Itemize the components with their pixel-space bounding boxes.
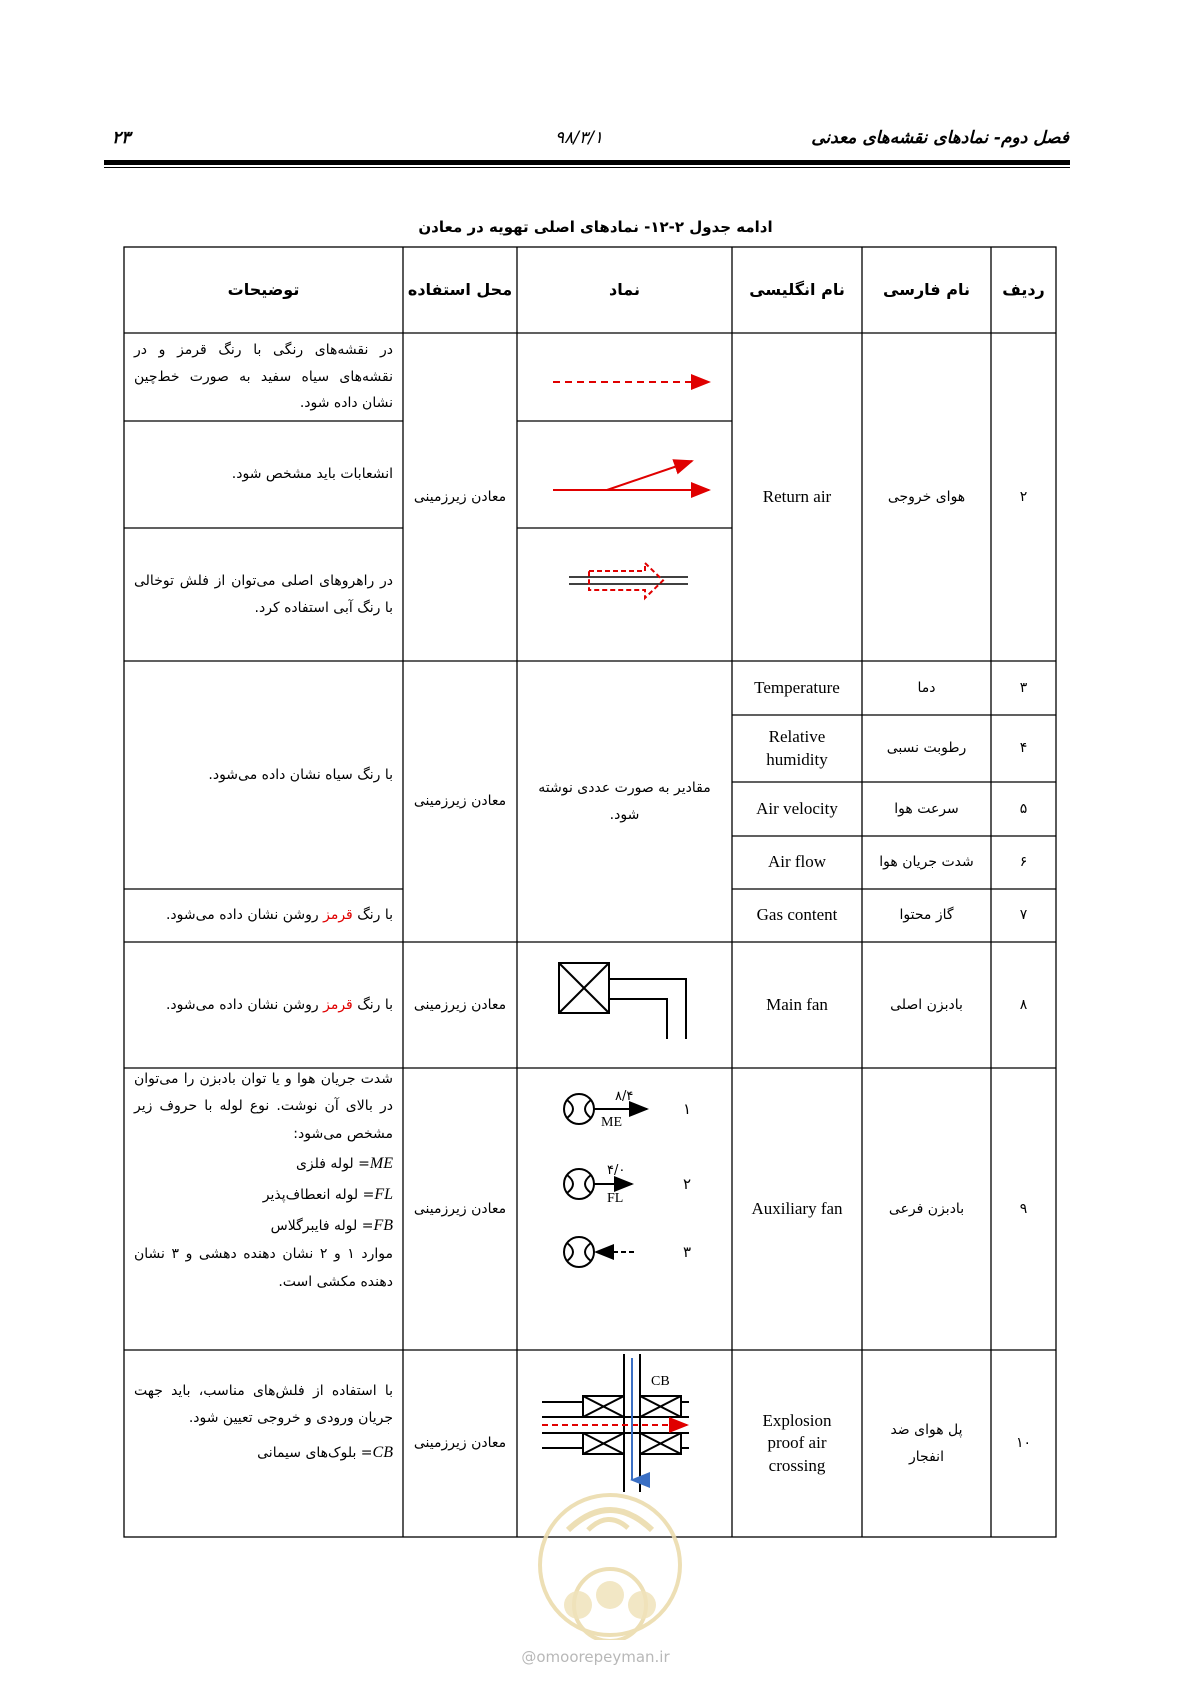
row10-persian-name: پل هوای ضد انفجار bbox=[890, 1421, 963, 1465]
cb-label: CB bbox=[651, 1374, 670, 1389]
branching-red-arrow-icon bbox=[553, 461, 709, 490]
row9-number: ۹ bbox=[1019, 1200, 1028, 1217]
fan1-code: ME bbox=[601, 1115, 622, 1130]
col-header-symbol: نماد bbox=[609, 279, 640, 299]
row5-number: ۵ bbox=[1019, 800, 1028, 817]
watermark-url: @omoorepeyman.ir bbox=[521, 1648, 670, 1666]
row4-english-name: Relative humidity bbox=[766, 727, 828, 769]
chapter-title: فصل دوم- نمادهای نقشه‌های معدنی bbox=[811, 128, 1069, 148]
col-header-usage: محل استفاده bbox=[407, 279, 513, 299]
row7-desc: با رنگ قرمز روشن نشان داده می‌شود. bbox=[165, 907, 393, 924]
row5-english-name: Air velocity bbox=[756, 798, 838, 818]
watermark-seal-logo bbox=[508, 1470, 713, 1640]
return-air-symbols bbox=[517, 333, 732, 661]
col-header-description: توضیحات bbox=[227, 279, 300, 299]
row10-desc: با استفاده از فلش‌های مناسب، باید جهت جریان ورودی و خروجی تعیین شود. CB= بلوک‌های سیمانی bbox=[134, 1383, 393, 1461]
row2-number: ۲ bbox=[1019, 488, 1028, 505]
col-header-english-name: نام انگلیسی bbox=[749, 279, 845, 299]
row3-persian-name: دما bbox=[917, 679, 936, 696]
row2-desc-2: انشعابات باید مشخص شود. bbox=[231, 466, 393, 483]
row2-usage: معادن زیرزمینی bbox=[413, 488, 507, 505]
auxiliary-fan-2-icon bbox=[564, 1163, 691, 1206]
auxiliary-fan-symbols bbox=[517, 1068, 732, 1350]
header-rule-thin bbox=[104, 167, 1070, 168]
auxiliary-fan-1-icon bbox=[564, 1089, 691, 1130]
fan2-number: ۲ bbox=[683, 1175, 692, 1193]
row2-persian-name: هوای خروجی bbox=[887, 488, 966, 505]
col-header-row: ردیف bbox=[1002, 279, 1045, 299]
header-date: ۹۸/۳/۱ bbox=[555, 128, 603, 148]
row6-english-name: Air flow bbox=[767, 852, 827, 872]
auxiliary-fan-3-icon bbox=[564, 1237, 691, 1267]
row7-persian-name: گاز محتوا bbox=[899, 907, 954, 924]
row8-english-name: Main fan bbox=[766, 994, 828, 1014]
row9-english-name: Auxiliary fan bbox=[751, 1198, 843, 1218]
hollow-arrow-icon bbox=[569, 563, 688, 598]
fan1-number: ۱ bbox=[683, 1100, 692, 1118]
row9-persian-name: بادبزن فرعی bbox=[888, 1200, 965, 1217]
row3-english-name: Temperature bbox=[754, 677, 840, 697]
fan3-number: ۳ bbox=[683, 1243, 692, 1261]
row5-persian-name: سرعت هوا bbox=[894, 800, 959, 817]
fan2-value: ۴/۰ bbox=[607, 1163, 626, 1178]
row6-number: ۶ bbox=[1019, 854, 1028, 871]
row4-number: ۴ bbox=[1019, 740, 1028, 757]
col-header-persian-name: نام فارسی bbox=[883, 279, 970, 299]
row2-desc-1: در نقشه‌های رنگی با رنگ قرمز و در نقشه‌های سیاه سفید به صورت خط‌چین نشان داده شود. bbox=[134, 342, 393, 412]
fan1-value: ۸/۴ bbox=[615, 1089, 634, 1104]
header-rule bbox=[104, 160, 1070, 165]
page-number: ۲۳ bbox=[112, 128, 131, 148]
main-fan-icon bbox=[517, 942, 732, 1068]
row10-english-name: Explosion proof air crossing bbox=[762, 1411, 832, 1475]
rows3-7-usage: معادن زیرزمینی bbox=[413, 793, 507, 810]
row8-usage: معادن زیرزمینی bbox=[413, 996, 507, 1013]
row10-usage: معادن زیرزمینی bbox=[413, 1435, 507, 1452]
row10-number: ۱۰ bbox=[1015, 1435, 1032, 1452]
row8-desc: با رنگ قرمز روشن نشان داده می‌شود. bbox=[165, 996, 393, 1013]
row2-desc-3: در راهروهای اصلی می‌توان از فلش توخالی با رنگ آبی استفاده کرد. bbox=[134, 572, 393, 616]
row8-persian-name: بادبزن اصلی bbox=[890, 996, 963, 1013]
row3-number: ۳ bbox=[1019, 679, 1028, 696]
rows3-7-symbol-text: مقادیر به صورت عددی نوشته شود. bbox=[538, 779, 711, 823]
row6-persian-name: شدت جریان هوا bbox=[879, 854, 974, 871]
fan2-code: FL bbox=[607, 1191, 624, 1206]
row9-usage: معادن زیرزمینی bbox=[413, 1200, 507, 1217]
row7-number: ۷ bbox=[1019, 907, 1028, 924]
row8-number: ۸ bbox=[1019, 996, 1028, 1013]
row2-english-name: Return air bbox=[762, 486, 832, 506]
table-caption: ادامه جدول ۲-۱۲- نمادهای اصلی تهویه در معادن bbox=[418, 218, 773, 236]
rows3-6-desc: با رنگ سیاه نشان داده می‌شود. bbox=[208, 766, 393, 783]
row9-desc: شدت جریان هوا و یا توان بادبزن را می‌توان در بالای آن نوشت. نوع لوله با حروف زیر مشخص می‌شود: ME= لوله فلزی FL= لوله انعطاف‌پذیر FB= لوله فایبرگلاس موارد ۱ و ۲ نشان دهنده دهشی و ۳ نشان دهنده مکشی است. bbox=[134, 1071, 393, 1290]
row7-english-name: Gas content bbox=[756, 905, 838, 925]
row4-persian-name: رطوبت نسبی bbox=[886, 740, 967, 757]
